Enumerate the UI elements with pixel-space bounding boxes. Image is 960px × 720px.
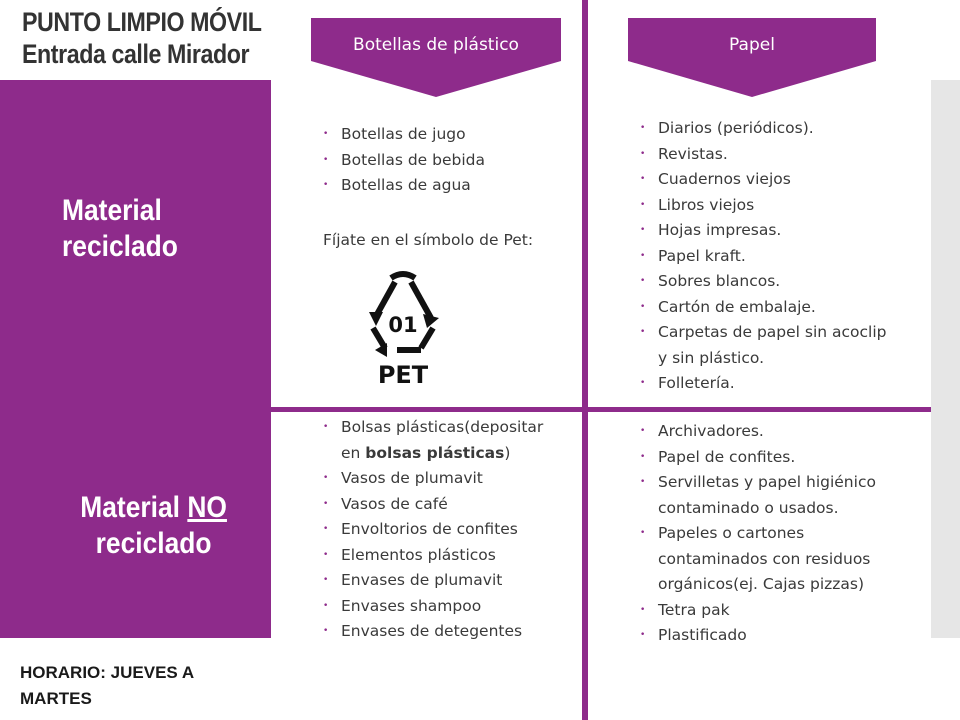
bags-text-pre: Bolsas plásticas(depositar en [341, 418, 544, 462]
list-item: • Cartón de embalaje. [640, 295, 890, 321]
list-item: • Papel kraft. [640, 244, 890, 270]
banner-shape-icon [628, 18, 876, 97]
list-item: • Botellas de jugo [323, 122, 573, 148]
paper-recycled-list [640, 116, 890, 397]
header-paper-label: Papel [729, 35, 775, 55]
list-item: • Plastificado [640, 623, 890, 649]
row-label-not-recycled-no: NO [187, 491, 227, 524]
row-divider [271, 407, 931, 412]
column-divider [582, 0, 588, 720]
bags-text-strong: bolsas plásticas [365, 443, 505, 462]
list-item: • Servilletas y papel higiénico contaminado o usados. [640, 470, 890, 521]
header-plastic-bottles [311, 18, 561, 97]
title-line-1: PUNTO LIMPIO MÓVIL [22, 7, 262, 37]
list-item: • Carpetas de papel sin acoclip y sin plástico. [640, 320, 890, 371]
plastic-not-recycled-list [323, 415, 555, 645]
list-item: • Cuadernos viejos [640, 167, 890, 193]
list-item: • Envases de detegentes [323, 619, 555, 645]
pet-symbol-number: 01 [388, 313, 418, 337]
list-item: • Papeles o cartones contaminados con residuos orgánicos(ej. Cajas pizzas) [640, 521, 890, 598]
right-gray-strip [931, 80, 960, 638]
list-item: • Envases de plumavit [323, 568, 555, 594]
pet-symbol-note: Fíjate en el símbolo de Pet: [323, 231, 534, 249]
list-item: • Vasos de café [323, 492, 555, 518]
pet-symbol-label: PET [377, 361, 429, 388]
list-item: • Papel de confites. [640, 445, 890, 471]
list-item: • Libros viejos [640, 193, 890, 219]
row-label-recycled-text: Material reciclado [62, 194, 178, 263]
bags-text-post: ) [504, 443, 511, 462]
list-item: • Vasos de plumavit [323, 466, 555, 492]
list-item: • Folletería. [640, 371, 890, 397]
list-item: • Hojas impresas. [640, 218, 890, 244]
recycle-pet-icon [361, 268, 445, 392]
list-item: • Botellas de agua [323, 173, 573, 199]
row-label-not-recycled-prefix: Material [80, 491, 181, 524]
list-item: • Envoltorios de confites [323, 517, 555, 543]
list-item: • Botellas de bebida [323, 148, 573, 174]
paper-not-recycled-list [640, 419, 890, 649]
list-item: • Diarios (periódicos). [640, 116, 890, 142]
list-item: • Tetra pak [640, 598, 890, 624]
list-item: • Revistas. [640, 142, 890, 168]
banner-shape-icon [311, 18, 561, 97]
list-item: • Sobres blancos. [640, 269, 890, 295]
list-item: • Elementos plásticos [323, 543, 555, 569]
row-label-recycled [62, 193, 176, 265]
row-label-not-recycled-suffix: reciclado [95, 527, 212, 560]
list-item: • Envases shampoo [323, 594, 555, 620]
list-item [323, 415, 555, 466]
schedule-text: HORARIO: JUEVES A MARTES [20, 663, 194, 708]
title-line-2: Entrada calle Mirador [22, 39, 250, 69]
row-label-not-recycled [70, 490, 237, 562]
list-item: • Archivadores. [640, 419, 890, 445]
header-paper [628, 18, 876, 97]
plastic-recycled-list [323, 122, 573, 199]
page-title [22, 6, 262, 70]
header-plastic-label: Botellas de plástico [353, 35, 519, 55]
